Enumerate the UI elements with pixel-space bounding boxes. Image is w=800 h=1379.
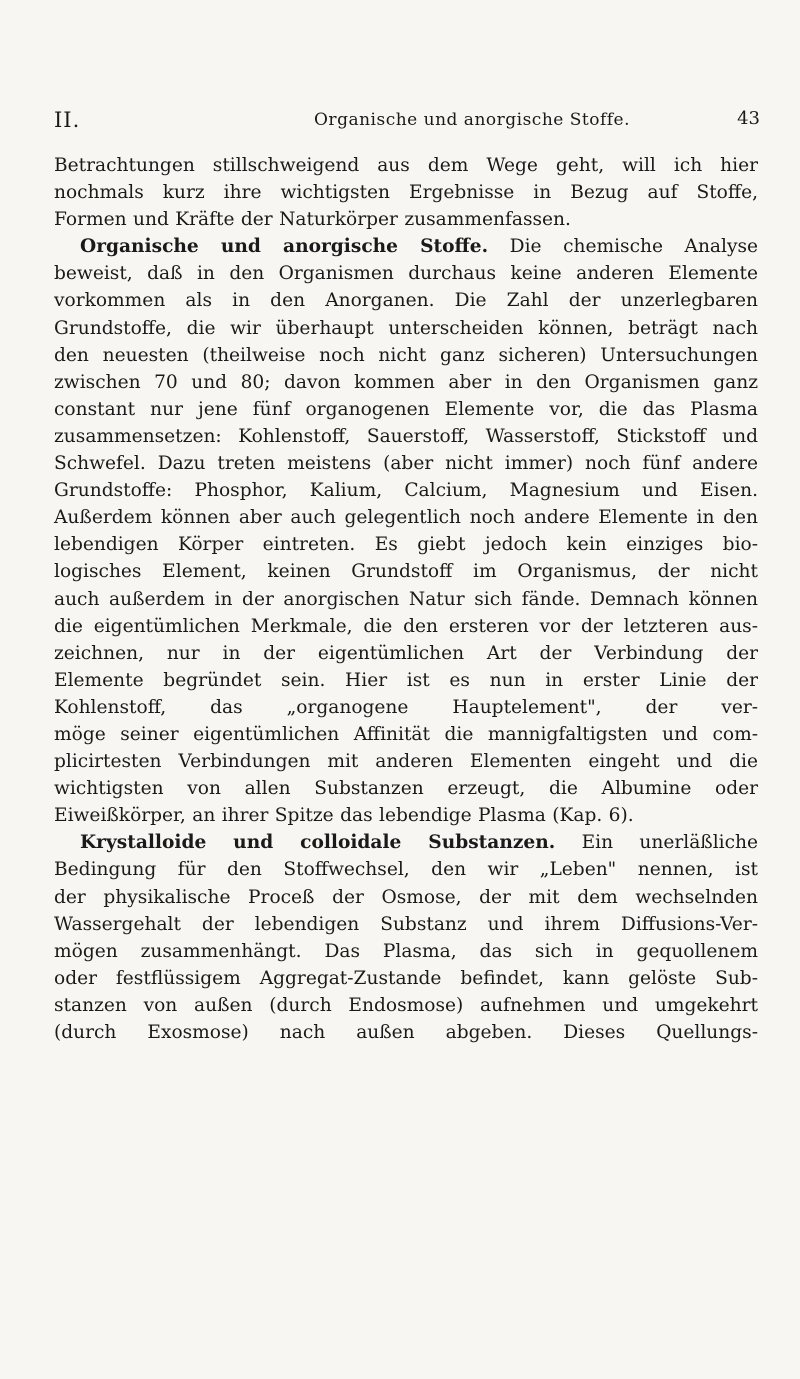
text-line: oder festflüssigem Aggregat-Zustande befindet, kann gelöste Sub- xyxy=(54,967,758,989)
running-head xyxy=(54,108,760,136)
section-heading: Organische und anorgische Stoffe. xyxy=(80,236,489,258)
text-line: (durch Exosmose) nach außen abgeben. Dieses Quellungs- xyxy=(54,1022,758,1043)
text-line: stanzen von außen (durch Endosmose) aufnehmen und umgekehrt xyxy=(54,994,758,1016)
text-line: Schwefel. Dazu treten meistens (aber nicht immer) noch fünf andere xyxy=(54,453,758,475)
text-line: Formen und Kräfte der Naturkörper zusammenfassen. xyxy=(54,209,571,231)
text-line: vorkommen als in den Anorganen. Die Zahl der unzerlegbaren xyxy=(54,290,758,312)
text-line: möge seiner eigentümlichen Affinität die mannigfaltigsten und com- xyxy=(54,723,758,745)
text-line: die eigentümlichen Merkmale, die den ersteren vor der letzteren aus- xyxy=(54,615,758,637)
text-line: Grundstoffe, die wir überhaupt unterscheiden können, beträgt nach xyxy=(54,317,758,339)
body-text xyxy=(54,152,758,1046)
text-line: auch außerdem in der anorgischen Natur sich fände. Demnach können xyxy=(54,588,758,610)
text-line: mögen zusammenhängt. Das Plasma, das sich in gequollenem xyxy=(54,940,758,962)
text-fragment: Die chemische Analyse xyxy=(509,236,759,258)
text-line: Außerdem können aber auch gelegentlich noch andere Elemente in den xyxy=(54,507,758,529)
section-heading-line xyxy=(54,829,758,856)
text-line: lebendigen Körper eintreten. Es giebt jedoch kein einziges bio- xyxy=(54,534,758,556)
text-fragment: Ein unerläßliche xyxy=(581,832,758,854)
text-line: Eiweißkörper, an ihrer Spitze das lebendige Plasma (Kap. 6). xyxy=(54,805,634,827)
running-title: Organische und anorgische Stoffe. xyxy=(314,110,630,130)
text-line: den neuesten (theilweise noch nicht ganz sicheren) Untersuchungen xyxy=(54,344,758,366)
text-line: zusammensetzen: Kohlenstoff, Sauerstoff, Wasserstoff, Stickstoff und xyxy=(54,425,758,447)
text-line: constant nur jene fünf organogenen Elemente vor, die das Plasma xyxy=(54,398,758,420)
text-line: nochmals kurz ihre wichtigsten Ergebnisse in Bezug auf Stoffe, xyxy=(54,182,758,204)
section-heading-line xyxy=(54,233,758,260)
text-line: logisches Element, keinen Grundstoff im Organismus, der nicht xyxy=(54,561,758,583)
text-line: Kohlenstoff, das „organogene Hauptelement", der ver- xyxy=(54,696,758,718)
page-number: 43 xyxy=(737,108,760,129)
text-line: zeichnen, nur in der eigentümlichen Art der Verbindung der xyxy=(54,642,758,664)
text-line: zwischen 70 und 80; davon kommen aber in den Organismen ganz xyxy=(54,371,758,393)
chapter-number: II. xyxy=(54,108,81,132)
text-line: der physikalische Proceß der Osmose, der mit dem wechselnden xyxy=(54,886,758,908)
text-line: Bedingung für den Stoffwechsel, den wir „Leben" nennen, ist xyxy=(54,859,758,881)
text-line: Grundstoffe: Phosphor, Kalium, Calcium, Magnesium und Eisen. xyxy=(54,480,758,502)
text-line: plicirtesten Verbindungen mit anderen Elementen eingeht und die xyxy=(54,751,758,773)
text-line: Elemente begründet sein. Hier ist es nun in erster Linie der xyxy=(54,669,758,691)
text-line: wichtigsten von allen Substanzen erzeugt, die Albumine oder xyxy=(54,778,758,800)
section-heading: Krystalloide und colloidale Substanzen. xyxy=(80,832,556,854)
text-line: Wassergehalt der lebendigen Substanz und ihrem Diffusions-Ver- xyxy=(54,913,758,935)
text-line: beweist, daß in den Organismen durchaus keine anderen Elemente xyxy=(54,263,758,285)
text-line: Betrachtungen stillschweigend aus dem Wege geht, will ich hier xyxy=(54,155,758,176)
